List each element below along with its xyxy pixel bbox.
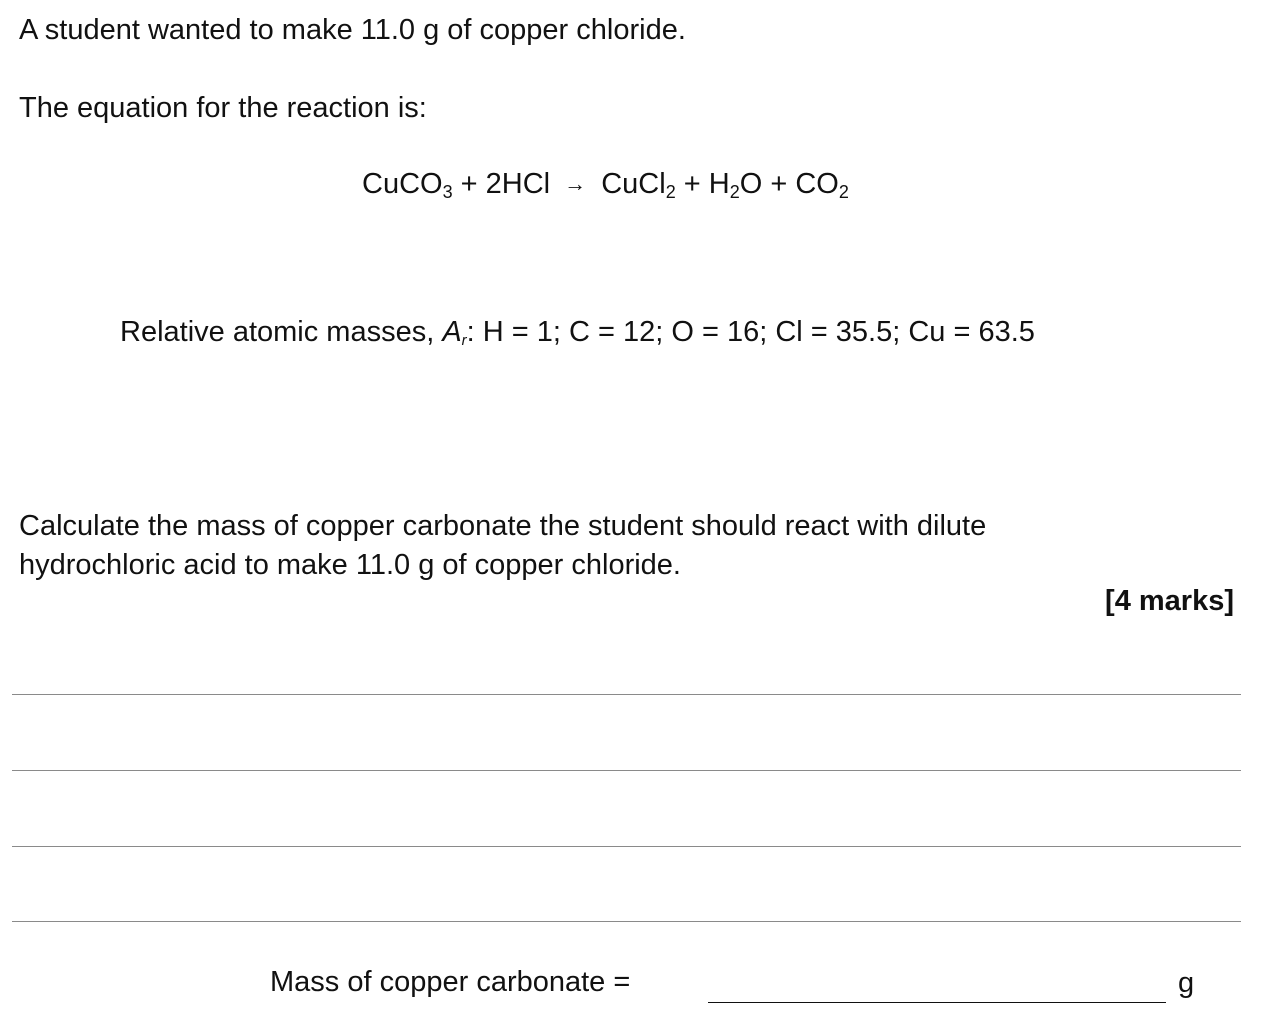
mass-answer-blank[interactable] (708, 1002, 1166, 1003)
intro-text: A student wanted to make 11.0 g of copper chloride. (19, 14, 686, 46)
mass-unit: g (1178, 967, 1195, 999)
relative-atomic-mass-symbol: $A_r$ (442, 316, 467, 349)
question-prompt: Calculate the mass of copper carbonate the student should react with dilute hydrochloric acid to make 11.0 g of copper chloride. (19, 510, 987, 581)
answer-line-4[interactable] (12, 921, 1241, 922)
equation-label: The equation for the reaction is: (19, 92, 427, 124)
answer-line-3[interactable] (12, 846, 1241, 847)
answer-line-1[interactable] (12, 694, 1241, 695)
marks-label: [4 marks] (1105, 585, 1234, 617)
water-formula: + $H_2O + CO_2$ (683, 168, 849, 202)
copper-chloride-formula: CuCl$_2$ (601, 168, 676, 202)
hydrochloric-acid-term: + 2HCl (460, 168, 551, 200)
reaction-arrow-icon: → (564, 171, 587, 196)
chemical-equation (362, 168, 849, 201)
answer-line-2[interactable] (12, 770, 1241, 771)
relative-atomic-masses: Relative atomic masses, $A_r$: H = 1; C = 12; O = 16; Cl = 35.5; Cu = 63.5 (120, 316, 1035, 349)
mass-answer-label: Mass of copper carbonate = (270, 966, 631, 998)
copper-carbonate-formula: CuCO$_3$ (362, 168, 453, 202)
